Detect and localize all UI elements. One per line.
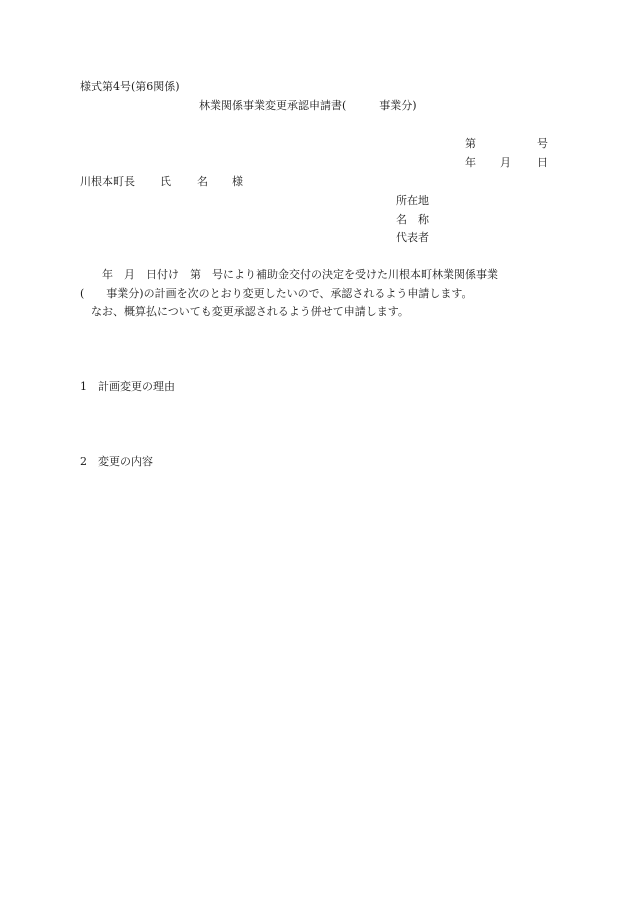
date-month: 月 — [500, 156, 511, 169]
section-1-heading: 1 計画変更の理由 — [80, 380, 175, 393]
applicant-rep-label: 代表者 — [396, 231, 429, 244]
addressee-shi: 氏 — [160, 175, 171, 188]
body-line-3: なお、概算払についても変更承認されるよう併せて申請します。 — [80, 305, 409, 318]
addressee-mei: 名 — [197, 175, 208, 188]
form-label: 様式第4号(第6関係) — [80, 80, 180, 93]
body-line-1: 年 月 日付け 第 号により補助金交付の決定を受けた川根本町林業関係事業 — [80, 268, 498, 281]
document-title: 林業関係事業変更承認申請書( 事業分) — [199, 99, 417, 112]
date-year: 年 — [465, 156, 476, 169]
date-day: 日 — [537, 156, 548, 169]
applicant-name-label: 名 称 — [396, 213, 429, 226]
addressee-sama: 様 — [232, 175, 243, 188]
doc-number-dai: 第 — [465, 137, 476, 150]
doc-number-go: 号 — [537, 137, 548, 150]
section-2-heading: 2 変更の内容 — [80, 455, 153, 468]
applicant-address-label: 所在地 — [396, 194, 429, 207]
addressee-name: 川根本町長 — [80, 175, 135, 188]
body-line-2: ( 事業分)の計画を次のとおり変更したいので、承認されるよう申請します。 — [80, 287, 473, 300]
